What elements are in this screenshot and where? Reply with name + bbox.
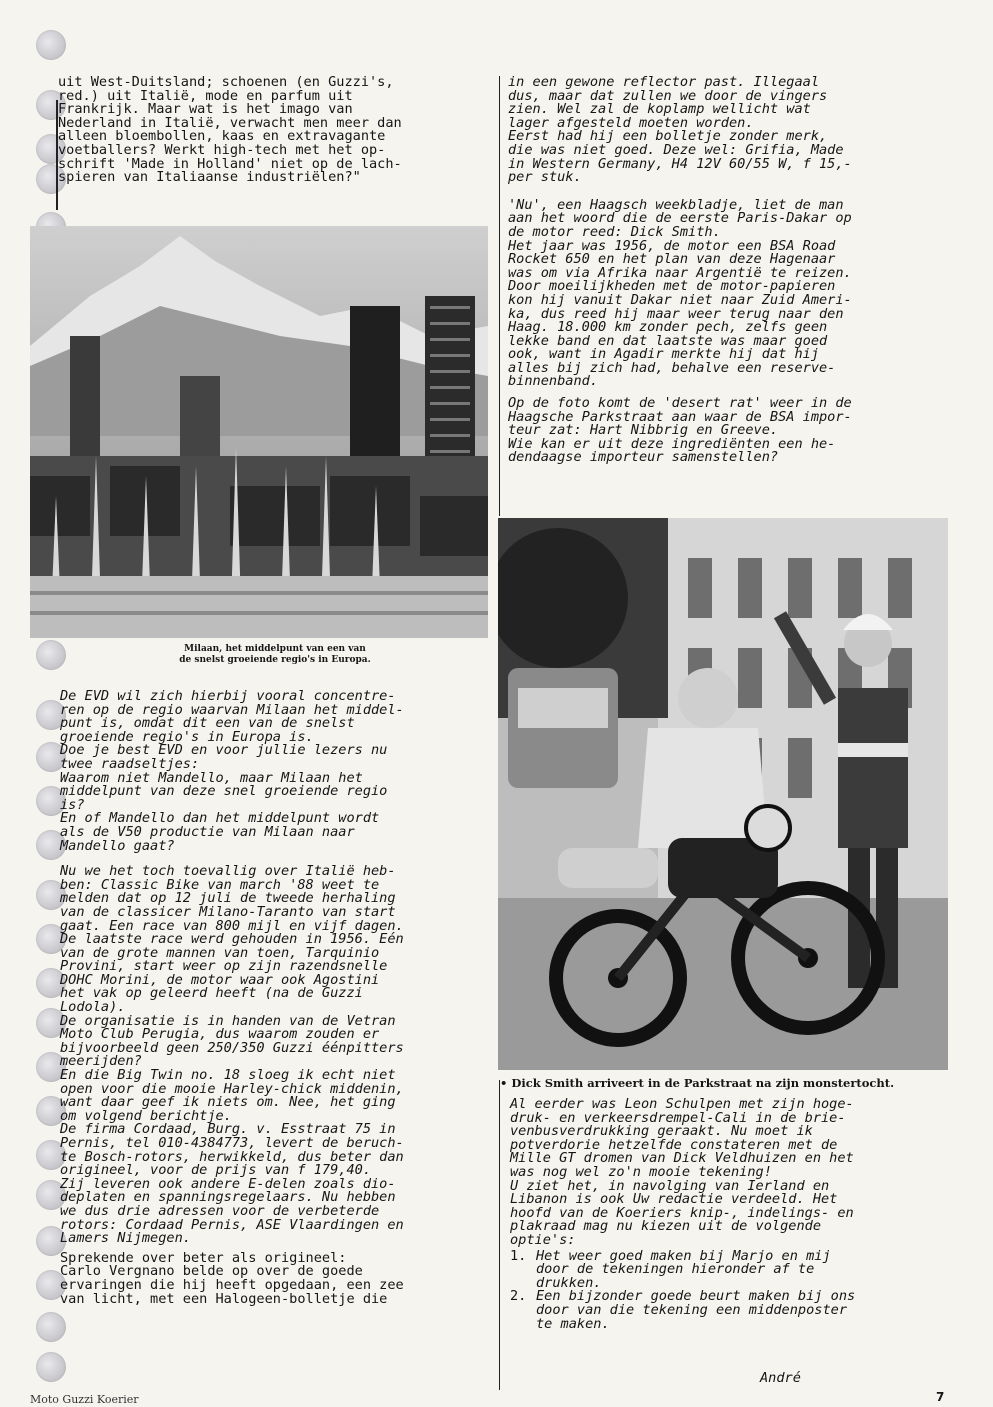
milan-photo-caption bbox=[60, 644, 490, 666]
milan-caption-line: Milaan, het middelpunt van een van bbox=[184, 644, 366, 654]
options-list bbox=[510, 1247, 950, 1332]
right-top bbox=[508, 76, 948, 465]
footer-magazine-name: Moto Guzzi Koerier bbox=[30, 1393, 139, 1406]
milan-skyline-image bbox=[30, 226, 488, 638]
binder-hole bbox=[36, 1352, 66, 1382]
evd-paragraph: De EVD wil zich hierbij vooral concentre- ren op de regio waarvan Milaan het middel- punt is, omdat dit een van de snelst groeiende regio's in Europa is. Doe je best EVD en voor jullie lezers nu twee raadseltjes: Waarom niet Mandello, maar Milaan het middelpunt van deze snel groeiende regio is? En of Mandello dan het middelpunt wordt als de V50 productie van Milaan naar Mandello gaat? bbox=[60, 688, 404, 854]
schulpen-paragraph: Al eerder was Leon Schulpen met zijn hoge- druk- en verkeersdrempel-Cali in de brie- venbusverdrukking geraakt. Nu moet ik potverdorie hetzelfde constateren met de Mille GT dromen van Dick Veldhuizen en het was nog wel zo'n mooie tekening! U ziet het, in navolging van Ierland en Libanon is ook Uw redactie verdeeld. Het hoofd van de Koeriers knip-, indelings- en plakraad mag nu kiezen uit de volgende optie's: bbox=[510, 1096, 854, 1248]
right-bottom bbox=[510, 1098, 950, 1331]
option-item bbox=[510, 1290, 950, 1331]
dick-smith-caption bbox=[500, 1076, 955, 1090]
intro-paragraph: uit West-Duitsland; schoenen (en Guzzi's, red.) uit Italië, mode en parfum uit Frankrijk. Maar wat is het imago van Nederland in Italië, verwacht men meer dan alleen bloembollen, kaas en extravagante voetballers? Werkt high-tech met het op- schrift 'Made in Holland' niet op de lach- spieren van Italiaanse industriëlen?" bbox=[58, 74, 402, 186]
left-body bbox=[60, 690, 492, 1306]
signature: André bbox=[760, 1370, 801, 1386]
option-item bbox=[510, 1247, 950, 1291]
dick-smith-paragraph: 'Nu', een Haagsch weekbladje, liet de man aan het woord die de eerste Paris-Dakar op de motor reed: Dick Smith. Het jaar was 1956, de motor een BSA Road Rocket 650 en het plan van deze Hagenaar was om via Afrika naar Argentië te reizen. Door moeilijkheden met de motor-papieren kon hij vanuit Dakar niet naar Zuid Ameri- ka, dus reed hij maar weer terug naar den Haag. 18.000 km zonder pech, zelfs geen lekke band en dat laatste was maar goed ook, want in Agadir merkte hij dat hij alles bij zich had, behalve een reserve- binnenband. bbox=[508, 196, 852, 390]
bullet-icon: • bbox=[500, 1076, 508, 1090]
page-number: 7 bbox=[936, 1390, 945, 1404]
option-text: Een bijzonder goede beurt maken bij ons door van die tekening een middenposter te maken. bbox=[536, 1288, 856, 1332]
column-rule bbox=[499, 76, 500, 516]
classic-bike-paragraph: Nu we het toch toevallig over Italië heb- ben: Classic Bike van march '88 weet te melden dat op 12 juli de tweede herhaling van de classicer Milano-Taranto van start gaat. Een race van 800 mijl en vijf dagen. De laatste race werd gehouden in 1956. Eén van de grote mannen van toen, Tarquinio Provini, start weer op zijn razendsnelle DOHC Morini, de motor waar ook Agostini het vak op geleerd heeft (na de Guzzi Lodola). De organisatie is in handen van de Vetran Moto Club Perugia, dus waarom zouden er bijvoorbeeld geen 250/350 Guzzi éénpitters meerijden? En die Big Twin no. 18 sloeg ik echt niet open voor die mooie Harley-chick middenin, want daar geef ik niets om. Nee, het ging om volgend berichtje. De firma Cordaad, Burg. v. Esstraat 75 in Pernis, tel 010-4384773, levert de beruch- te Bosch-rotors, herwikkeld, dus beter dan origineel, voor de prijs van f 179,40. Zij leveren ook andere E-delen zoals dio- deplaten en spanningsregelaars. Nu hebben we dus drie adressen voor de verbeterde rotors: Cordaad Pernis, ASE Vlaardingen en Lamers Nijmegen. bbox=[60, 863, 404, 1247]
option-text: Het weer goed maken bij Marjo en mij door de tekeningen hieronder af te drukken. bbox=[536, 1247, 831, 1291]
column-rule bbox=[499, 1080, 500, 1390]
left-intro bbox=[58, 76, 496, 185]
option-number: 2. bbox=[510, 1288, 527, 1305]
binder-hole bbox=[36, 1312, 66, 1342]
vergnano-paragraph: Sprekende over beter als origineel: Carlo Vergnano belde op over de goede ervaringen die hij heeft opgedaan, een zee van licht, met een Halogeen-bolletje die bbox=[60, 1249, 404, 1307]
reflector-paragraph: in een gewone reflector past. Illegaal dus, maar dat zullen we door de vingers zien. Wel zal de koplamp wellicht wat lager afgesteld moeten worden. Eerst had hij een bolletje zonder merk, die was niet goed. Deze wel: Grifia, Made in Western Germany, H4 12V 60/55 W, f 15,- per stuk. bbox=[508, 74, 852, 186]
desert-rat-paragraph: Op de foto komt de 'desert rat' weer in de Haagsche Parkstraat aan waar de BSA impor- teur zat: Hart Nibbrig en Greeve. Wie kan er uit deze ingrediënten een he- dendaagse importeur samenstellen? bbox=[508, 395, 852, 466]
option-number: 1. bbox=[510, 1247, 527, 1264]
milan-skyline-photo bbox=[30, 226, 488, 638]
binder-hole bbox=[36, 30, 66, 60]
dick-smith-image bbox=[498, 518, 948, 1070]
dick-smith-caption-text: Dick Smith arriveert in de Parkstraat na zijn monstertocht. bbox=[511, 1076, 895, 1090]
milan-caption-line: de snelst groeiende regio's in Europa. bbox=[179, 655, 371, 665]
dick-smith-photo bbox=[498, 518, 948, 1070]
